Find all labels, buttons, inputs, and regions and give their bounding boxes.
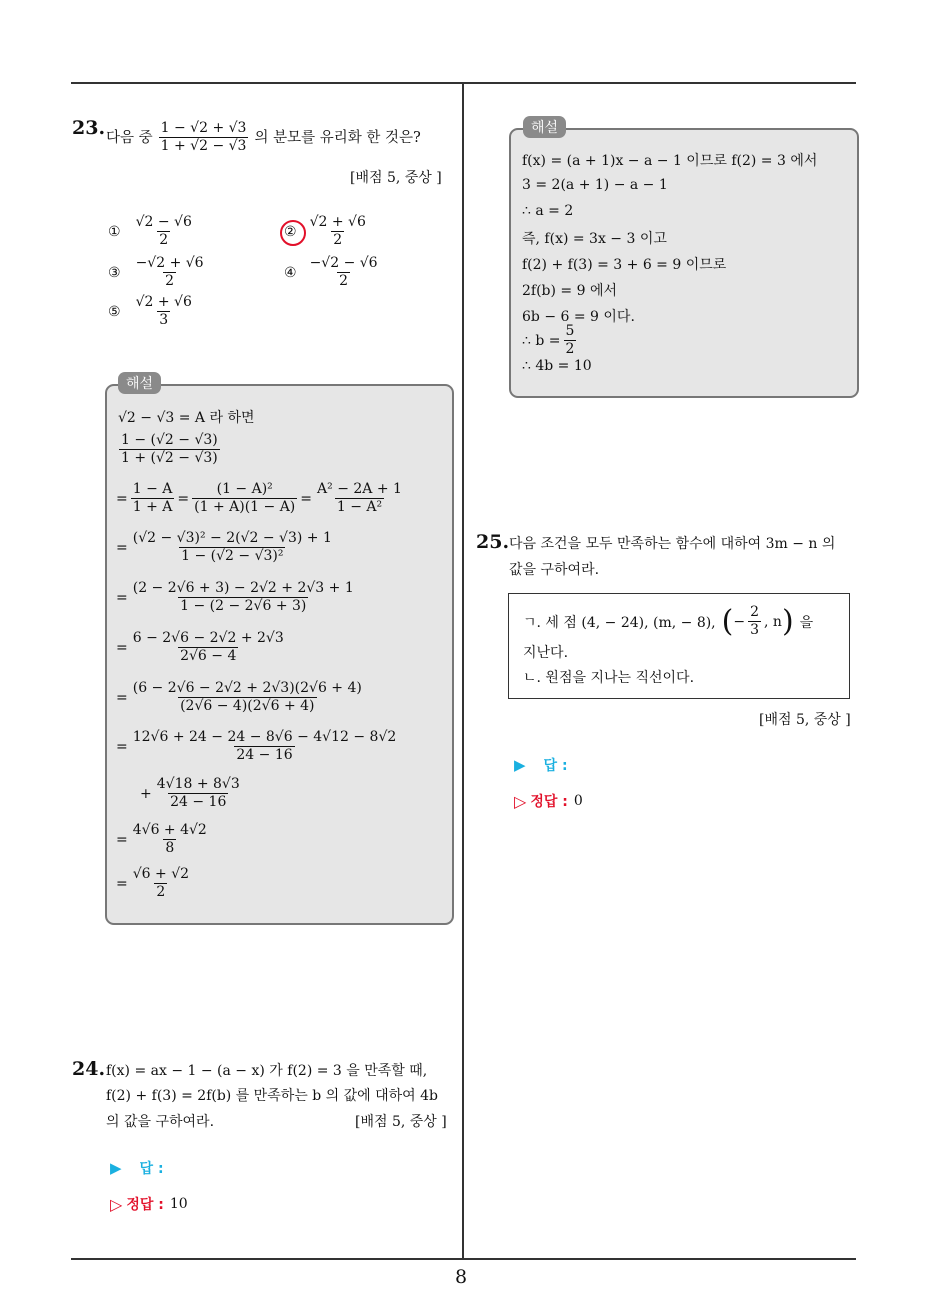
q25-score: [배점 5, 중상 ] [759, 712, 851, 728]
q24-sol-6: 2f(b) = 9 에서 [522, 283, 618, 299]
option-fraction [134, 294, 194, 329]
option-num: √2 + √6 [135, 294, 192, 310]
den: 1 − (2 − 2√6 + 3) [180, 598, 307, 614]
q24-sol-7: 6b − 6 = 9 이다. [522, 309, 635, 325]
q24-sol-1: f(x) = (a + 1)x − a − 1 이므로 f(2) = 3 에서 [522, 153, 818, 169]
sol-frac [131, 580, 356, 615]
sol-frac [192, 481, 297, 516]
cond1-frac [748, 604, 761, 639]
equals: = [116, 539, 128, 556]
num: (√2 − √3)² − 2(√2 − √3) + 1 [132, 530, 332, 546]
sol-row-10 [116, 866, 194, 901]
den: 1 − (√2 − √3)² [181, 548, 284, 564]
sol-frac [131, 630, 286, 665]
q23-fraction [159, 120, 249, 155]
equals: = [116, 738, 128, 755]
b-frac [564, 323, 577, 358]
q25-correct-label: 정답 : [530, 794, 568, 810]
option-fraction [134, 255, 206, 290]
q23-suffix: 의 분모를 유리화 한 것은? [254, 129, 421, 146]
num: (2 − 2√6 + 3) − 2√2 + 2√3 + 1 [132, 580, 354, 596]
sol-row-4 [116, 580, 359, 615]
q24-solution-tag: 해설 [523, 116, 566, 138]
option-mark: ③ [108, 264, 121, 281]
option-den: 2 [333, 232, 343, 248]
option-fraction [308, 214, 368, 249]
option-mark: ② [284, 223, 297, 240]
minus: − [733, 613, 746, 630]
q24-line-1: f(x) = ax − 1 − (a − x) 가 f(2) = 3 을 만족할 때, [106, 1063, 428, 1079]
q24-answer-row[interactable] [110, 1158, 164, 1178]
q24-sol-3: ∴ a = 2 [522, 203, 574, 219]
top-rule [71, 82, 856, 84]
den: 24 − 16 [170, 794, 227, 810]
num: 4√6 + 4√2 [132, 822, 207, 838]
equals: = [116, 589, 128, 606]
q24-correct-row [110, 1194, 188, 1214]
sol-row-8 [140, 776, 245, 811]
sol-row-5 [116, 630, 289, 665]
num: 1 − (√2 − √3) [121, 432, 218, 448]
num: 2 [750, 604, 760, 620]
q23-number: 23. [72, 117, 106, 139]
option-num: √2 + √6 [309, 214, 366, 230]
play-icon: ▶ [110, 1159, 122, 1177]
q24-score: [배점 5, 중상 ] [355, 1114, 447, 1130]
den: 1 + A [132, 499, 173, 515]
sol-frac [131, 530, 334, 565]
num: √6 + √2 [132, 866, 190, 882]
sol-row-2 [116, 481, 407, 516]
equals: = [116, 689, 128, 706]
den: 2√6 − 4 [180, 648, 237, 664]
sol-row-6 [116, 680, 367, 715]
sol-frac [131, 866, 191, 901]
den: 24 − 16 [236, 747, 293, 763]
option-num: −√2 + √6 [135, 255, 204, 271]
equals: = [300, 490, 313, 507]
column-divider [462, 83, 464, 1259]
q23-stem [106, 120, 421, 155]
q23-frac-den: 1 + √2 − √3 [160, 138, 247, 154]
q23-option-1[interactable] [108, 214, 197, 249]
cond1-tail: 을 [799, 614, 814, 631]
den: (1 + A)(1 − A) [194, 499, 296, 515]
den: 3 [750, 622, 760, 638]
sol-frac [315, 481, 404, 516]
q24-correct-value: 10 [169, 1196, 188, 1212]
equals: = [116, 831, 128, 848]
q23-prefix: 다음 중 [106, 129, 153, 146]
b-prefix: ∴ b = [522, 332, 561, 349]
equals: = [116, 639, 128, 656]
bottom-rule [71, 1258, 856, 1260]
q23-option-5[interactable] [108, 294, 197, 329]
sol-frac [131, 680, 364, 715]
num: 12√6 + 24 − 24 − 8√6 − 4√12 − 8√2 [132, 729, 397, 745]
sol-frac [119, 432, 220, 467]
num: A² − 2A + 1 [317, 481, 402, 497]
den: 2 [565, 341, 575, 357]
option-den: 2 [165, 273, 175, 289]
sol-row-7 [116, 729, 401, 764]
outline-play-icon: ▷ [514, 791, 527, 811]
option-den: 2 [339, 273, 349, 289]
q25-answer-row[interactable] [514, 755, 568, 775]
sol-frac [131, 481, 175, 516]
q25-cond-2: ㄴ. 원점을 지나는 직선이다. [523, 670, 695, 686]
paren-open: ( [721, 604, 734, 639]
sol-frac [131, 822, 209, 857]
q25-number: 25. [476, 531, 510, 553]
equals: = [116, 875, 128, 892]
q24-sol-last: ∴ 4b = 10 [522, 358, 592, 374]
q24-sol-4: 즉, f(x) = 3x − 3 이고 [522, 231, 667, 247]
num: 6 − 2√6 − 2√2 + 2√3 [132, 630, 284, 646]
sol-frac [131, 729, 399, 764]
option-mark: ① [108, 223, 121, 240]
num: (6 − 2√6 − 2√2 + 2√3)(2√6 + 4) [132, 680, 362, 696]
q25-line-1: 다음 조건을 모두 만족하는 함수에 대하여 3m − n 의 [509, 536, 836, 552]
q24-sol-b [522, 323, 579, 358]
sol-line-1: √2 − √3 = A 라 하면 [118, 410, 255, 426]
page-number: 8 [455, 1266, 468, 1288]
q25-correct-value: 0 [573, 793, 583, 809]
cond1-n: , n [764, 613, 782, 630]
q25-line-2: 값을 구하여라. [509, 562, 600, 578]
option-den: 2 [159, 232, 169, 248]
q23-option-3[interactable] [108, 255, 209, 290]
q24-sol-5: f(2) + f(3) = 3 + 6 = 9 이므로 [522, 257, 727, 273]
q24-correct-label: 정답 : [126, 1197, 164, 1213]
q25-correct-row [514, 791, 583, 811]
q25-answer-label: 답 : [543, 758, 568, 774]
q24-line-3: 의 값을 구하여라. [106, 1114, 215, 1130]
q25-cond-1-cont: 지난다. [523, 645, 569, 661]
sol-row-9 [116, 822, 212, 857]
play-icon: ▶ [514, 756, 526, 774]
plus: + [140, 785, 152, 802]
equals: = [177, 490, 190, 507]
sol-frac [155, 776, 242, 811]
outline-play-icon: ▷ [110, 1194, 123, 1214]
q23-score: [배점 5, 중상 ] [350, 170, 442, 186]
option-num: √2 − √6 [135, 214, 192, 230]
sol-row-1 [116, 432, 223, 467]
num: 4√18 + 8√3 [156, 776, 240, 792]
q23-solution-tag: 해설 [118, 372, 161, 394]
option-fraction [134, 214, 194, 249]
q23-option-2[interactable] [284, 214, 371, 249]
paren-close: ) [781, 604, 794, 639]
den: 8 [165, 840, 175, 856]
q24-sol-2: 3 = 2(a + 1) − a − 1 [522, 177, 668, 193]
num: (1 − A)² [216, 481, 273, 497]
q24-number: 24. [72, 1058, 106, 1080]
cond1-text: ㄱ. 세 점 (4, − 24), (m, − 8), [523, 614, 716, 631]
den: 1 − A² [336, 499, 383, 515]
option-mark: ④ [284, 264, 297, 281]
den: 1 + (√2 − √3) [121, 450, 218, 466]
equals: = [116, 490, 128, 507]
den: (2√6 − 4)(2√6 + 4) [180, 698, 315, 714]
den: 2 [156, 884, 166, 900]
option-fraction [308, 255, 380, 290]
q24-line-2: f(2) + f(3) = 2f(b) 를 만족하는 b 의 값에 대하여 4b [106, 1088, 439, 1104]
num: 5 [565, 323, 575, 339]
q25-cond-1 [523, 604, 813, 639]
sol-row-3 [116, 530, 337, 565]
option-mark: ⑤ [108, 303, 121, 320]
num: 1 − A [132, 481, 173, 497]
q24-answer-label: 답 : [139, 1161, 164, 1177]
q23-frac-num: 1 − √2 + √3 [160, 120, 247, 136]
option-num: −√2 − √6 [309, 255, 378, 271]
q23-option-4[interactable] [284, 255, 383, 290]
option-den: 3 [159, 312, 169, 328]
